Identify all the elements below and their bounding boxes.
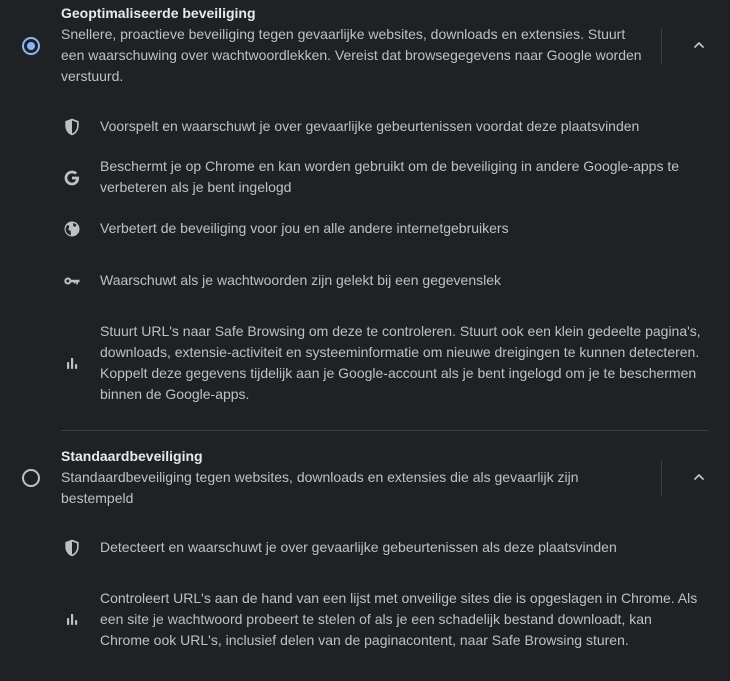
feature-text: Verbetert de beveiliging voor jou en alle andere internetgebruikers <box>100 220 509 236</box>
vertical-divider <box>661 28 662 64</box>
standard-protection-title: Standaardbeveiliging <box>61 448 203 464</box>
google-g-icon <box>61 167 83 189</box>
shield-icon <box>61 116 83 138</box>
enhanced-protection-title: Geoptimaliseerde beveiliging <box>61 5 256 21</box>
chevron-up-icon <box>692 470 706 484</box>
shield-icon <box>61 537 83 559</box>
chevron-up-icon <box>692 38 706 52</box>
feature-text: Beschermt je op Chrome en kan worden gebruikt om de beveiliging in andere Google-apps te verbeteren als je bent ingelogd <box>100 158 680 195</box>
feature-text: Voorspelt en waarschuwt je over gevaarlijke gebeurtenissen voordat deze plaatsvinden <box>100 118 640 134</box>
feature-text: Stuurt URL's naar Safe Browsing om deze te controleren. Stuurt ook een klein gedeelte pagina's, downloads, extensie-activiteit en systeeminformatie om nieuwe dreigingen te kunnen detecteren. Koppelt deze gegevens tijdelijk aan je Google-account als je bent ingelogd om je te beschermen binnen de Google-apps. <box>100 323 701 402</box>
standard-protection-radio[interactable] <box>22 469 40 487</box>
standard-protection-option <box>0 440 730 670</box>
section-divider <box>61 430 708 431</box>
enhanced-protection-radio[interactable] <box>22 37 40 55</box>
enhanced-protection-description: Snellere, proactieve beveiliging tegen gevaarlijke websites, downloads en extensies. Stuurt een waarschuwing over wachtwoordlekken. Vereist dat browsegegevens naar Google worden verstuurd. <box>61 26 642 84</box>
feature-text: Controleert URL's aan de hand van een lijst met onveilige sites die is opgeslagen in Chrome. Als een site je wachtwoord probeert te stelen of als je een schadelijk bestand downloadt, kan Chrome ook URL's, inclusief delen van de paginacontent, naar Safe Browsing sturen. <box>100 590 698 648</box>
standard-protection-description: Standaardbeveiliging tegen websites, downloads en extensies die als gevaarlijk zijn bestempeld <box>61 469 579 506</box>
bar-chart-icon <box>61 608 83 630</box>
globe-icon <box>61 218 83 240</box>
bar-chart-icon <box>61 352 83 374</box>
feature-text: Waarschuwt als je wachtwoorden zijn gelekt bij een gegevenslek <box>100 272 502 288</box>
collapse-enhanced-button[interactable] <box>688 34 710 56</box>
key-icon <box>61 270 83 292</box>
feature-text: Detecteert en waarschuwt je over gevaarlijke gebeurtenissen als deze plaatsvinden <box>100 539 617 555</box>
collapse-standard-button[interactable] <box>688 466 710 488</box>
vertical-divider <box>661 460 662 496</box>
